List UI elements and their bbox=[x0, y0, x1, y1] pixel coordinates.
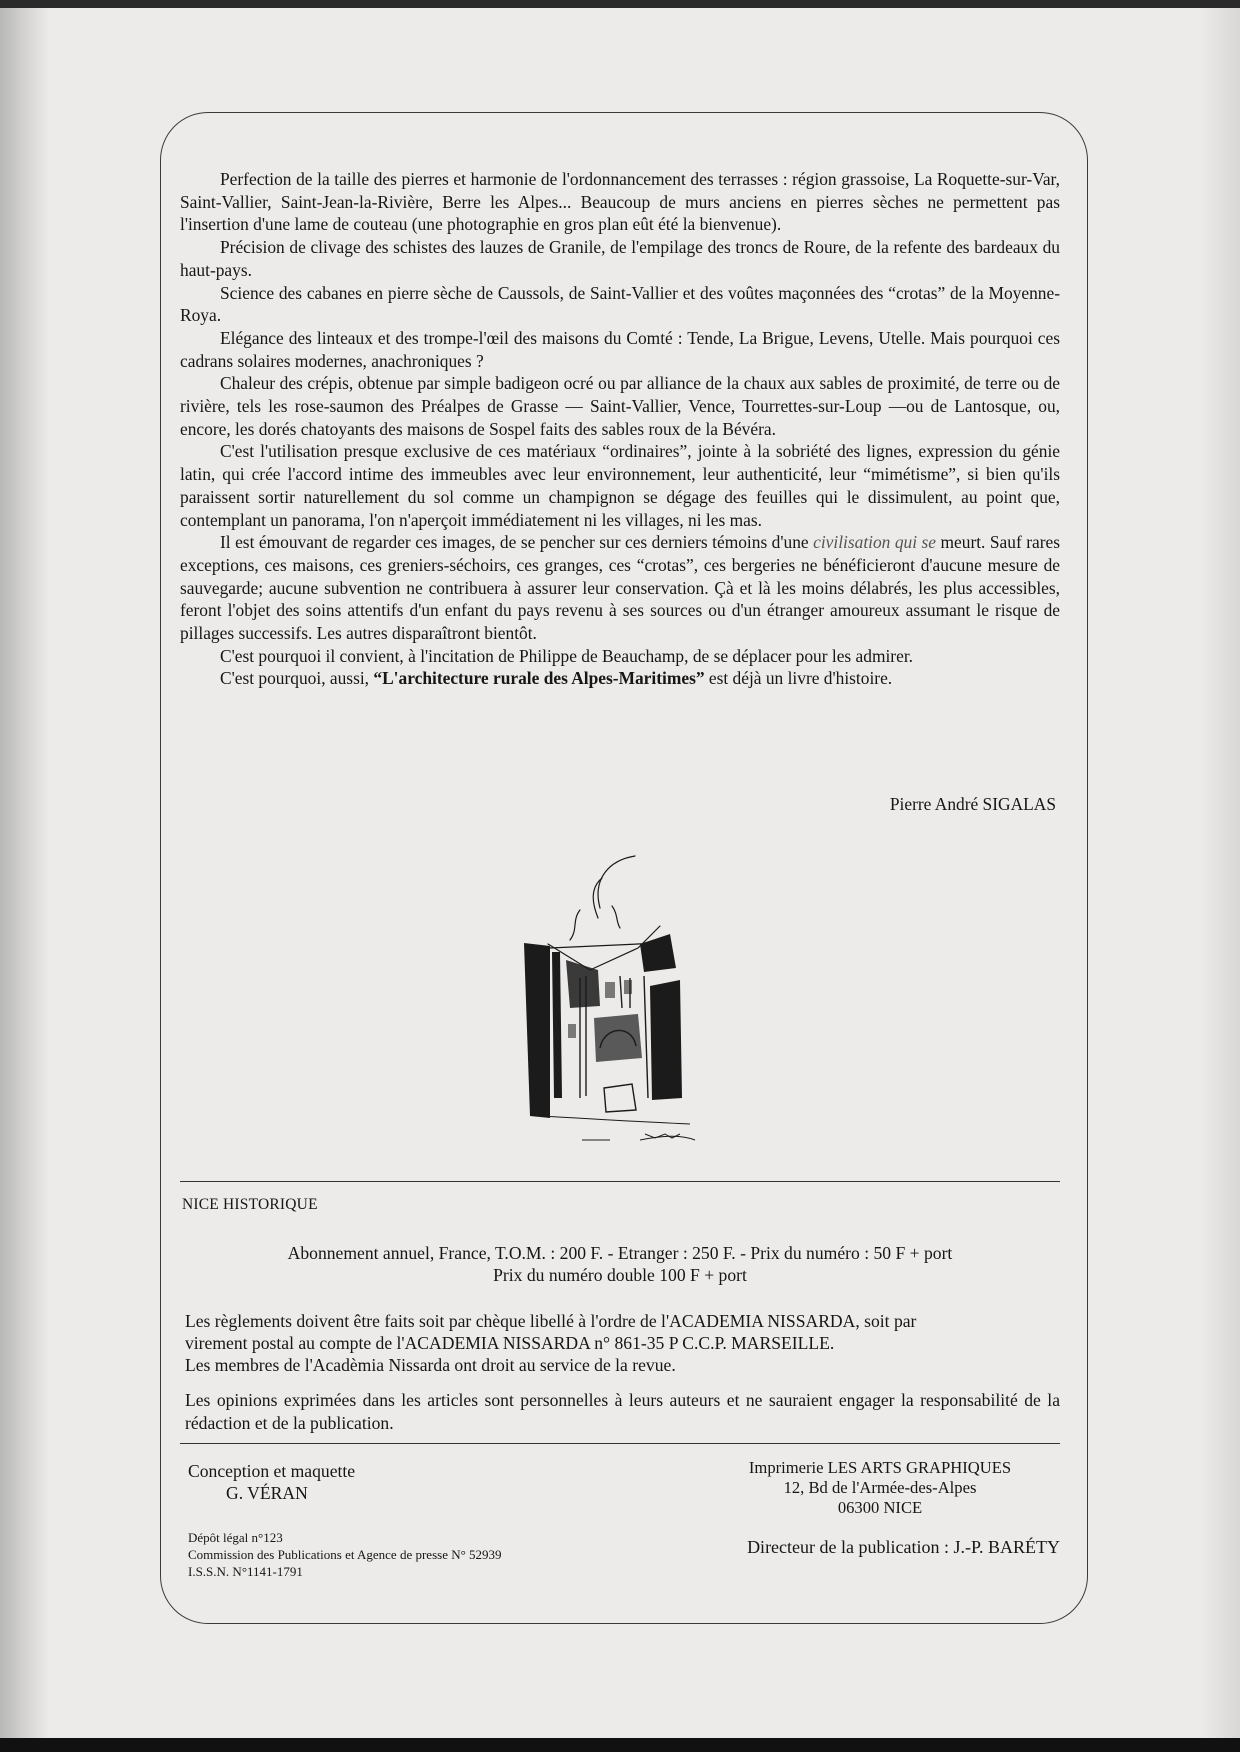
payment-instructions bbox=[185, 1310, 1060, 1376]
payment-line-3: Les membres de l'Acadèmia Nissarda ont droit au service de la revue. bbox=[185, 1355, 676, 1375]
article-body bbox=[180, 168, 1060, 690]
article-paragraph-7-italic: civilisation qui se bbox=[813, 532, 937, 553]
printer-city: 06300 NICE bbox=[837, 1498, 923, 1517]
publication-director: Directeur de la publication : J.-P. BARÉTY bbox=[747, 1537, 1060, 1557]
press-commission: Commission des Publications et Agence de presse N° 52939 bbox=[188, 1547, 502, 1562]
issn: I.S.S.N. N°1141-1791 bbox=[188, 1564, 303, 1579]
article-paragraph-4: Elégance des linteaux et des trompe-l'œil des maisons du Comté : Tende, La Brigue, Levens, Utelle. Mais pourquoi ces cadrans solaires modernes, anachroniques ? bbox=[180, 327, 1060, 371]
design-credit-label: Conception et maquette bbox=[188, 1461, 356, 1481]
legal-deposit: Dépôt légal n°123 bbox=[188, 1530, 283, 1545]
article-paragraph-8: C'est pourquoi il convient, à l'incitation de Philippe de Beauchamp, de se déplacer pour les admirer. bbox=[220, 645, 914, 666]
scan-shadow-right bbox=[1200, 0, 1240, 1752]
article-paragraph-3: Science des cabanes en pierre sèche de Caussols, de Saint-Vallier et des voûtes maçonnées des “crotas” de la Moyenne-Roya. bbox=[180, 282, 1060, 326]
subscription-line-2: Prix du numéro double 100 F + port bbox=[493, 1265, 747, 1285]
article-paragraph-9-start: C'est pourquoi, aussi, bbox=[220, 668, 374, 689]
payment-line-1: Les règlements doivent être faits soit par chèque libellé à l'ordre de l'ACADEMIA NISSARDA, soit par bbox=[185, 1311, 917, 1331]
article-paragraph-5: Chaleur des crépis, obtenue par simple badigeon ocré ou par alliance de la chaux aux sables de proximité, de terre ou de rivière, tels les rose-saumon des Préalpes de Grasse — Saint-Vallier, Vence, Tourrettes-sur-Loup —ou de Lantosque, ou, encore, les dorés chatoyants des maisons de Sospel faits des sables roux de la Bévéra. bbox=[180, 373, 1060, 439]
article-paragraph-9-end: est déjà un livre d'histoire. bbox=[704, 668, 893, 689]
colophon-divider-top bbox=[180, 1181, 1060, 1182]
article-paragraph-7-end: meurt. Sauf rares exceptions, ces maisons, ces greniers-séchoirs, ces granges, ces “crotas”, ces bergeries ne bénéficieront d'aucune mesure de sauvegarde; aucune subvention ne contribuera à assurer leur conservation. Çà et là les moins délabrés, les plus accessibles, feront l'objet des soins attentifs d'un enfant du pays revenu à ses sources ou d'un étranger amoureux assumant le risque de pillages successifs. Les autres disparaîtront bientôt. bbox=[180, 532, 1061, 644]
scan-edge-top bbox=[0, 0, 1240, 8]
article-paragraph-1: Perfection de la taille des pierres et harmonie de l'ordonnancement des terrasses : région grassoise, La Roquette-sur-Var, Saint-Vallier, Saint-Jean-la-Rivière, Berre les Alpes... Beaucoup de murs anciens en pierres sèches ne permettent pas l'insertion d'une lame de couteau (une photographie en gros plan eût été la bienvenue). bbox=[180, 169, 1060, 235]
legal-info bbox=[188, 1529, 502, 1580]
subscription-prices bbox=[180, 1242, 1060, 1286]
scan-shadow-left bbox=[0, 0, 50, 1752]
village-sketch-illustration bbox=[520, 848, 710, 1148]
article-paragraph-7 bbox=[180, 531, 1060, 645]
opinions-disclaimer: Les opinions exprimées dans les articles sont personnelles à leurs auteurs et ne sauraient engager la responsabilité de la rédaction et de la publication. bbox=[185, 1390, 1060, 1433]
subscription-line-1: Abonnement annuel, France, T.O.M. : 200 F. - Etranger : 250 F. - Prix du numéro : 50 F + port bbox=[287, 1243, 953, 1263]
design-credit bbox=[188, 1460, 355, 1504]
colophon-divider-bottom bbox=[180, 1443, 1060, 1444]
article-paragraph-6: C'est l'utilisation presque exclusive de ces matériaux “ordinaires”, jointe à la sobriété des lignes, expression du génie latin, qui crée l'accord intime des immeubles avec leur environnement, leur authenticité, leur “mimétisme”, si bien qu'ils paraissent sortir naturellement du sol comme un champignon se dégage des feuilles qui le dissimulent, au point que, contemplant un panorama, l'on n'aperçoit immédiatement ni les villages, ni les mas. bbox=[180, 441, 1060, 530]
payment-line-2: virement postal au compte de l'ACADEMIA NISSARDA n° 861-35 P C.C.P. MARSEILLE. bbox=[185, 1333, 835, 1353]
scan-edge-bottom bbox=[0, 1738, 1240, 1752]
design-credit-name: G. VÉRAN bbox=[226, 1483, 308, 1503]
article-paragraph-2: Précision de clivage des schistes des lauzes de Granile, de l'empilage des troncs de Roure, de la refente des bardeaux du haut-pays. bbox=[180, 237, 1060, 280]
author-signature: Pierre André SIGALAS bbox=[889, 794, 1056, 814]
journal-name: NICE HISTORIQUE bbox=[182, 1196, 318, 1213]
article-paragraph-9 bbox=[180, 667, 1060, 690]
printer-info bbox=[700, 1458, 1060, 1518]
book-title: “L'architecture rurale des Alpes-Maritimes” bbox=[373, 668, 705, 689]
printer-address: 12, Bd de l'Armée-des-Alpes bbox=[783, 1478, 977, 1497]
printer-name: Imprimerie LES ARTS GRAPHIQUES bbox=[748, 1458, 1012, 1477]
article-paragraph-7-start: Il est émouvant de regarder ces images, de se pencher sur ces derniers témoins d'une bbox=[220, 532, 814, 553]
